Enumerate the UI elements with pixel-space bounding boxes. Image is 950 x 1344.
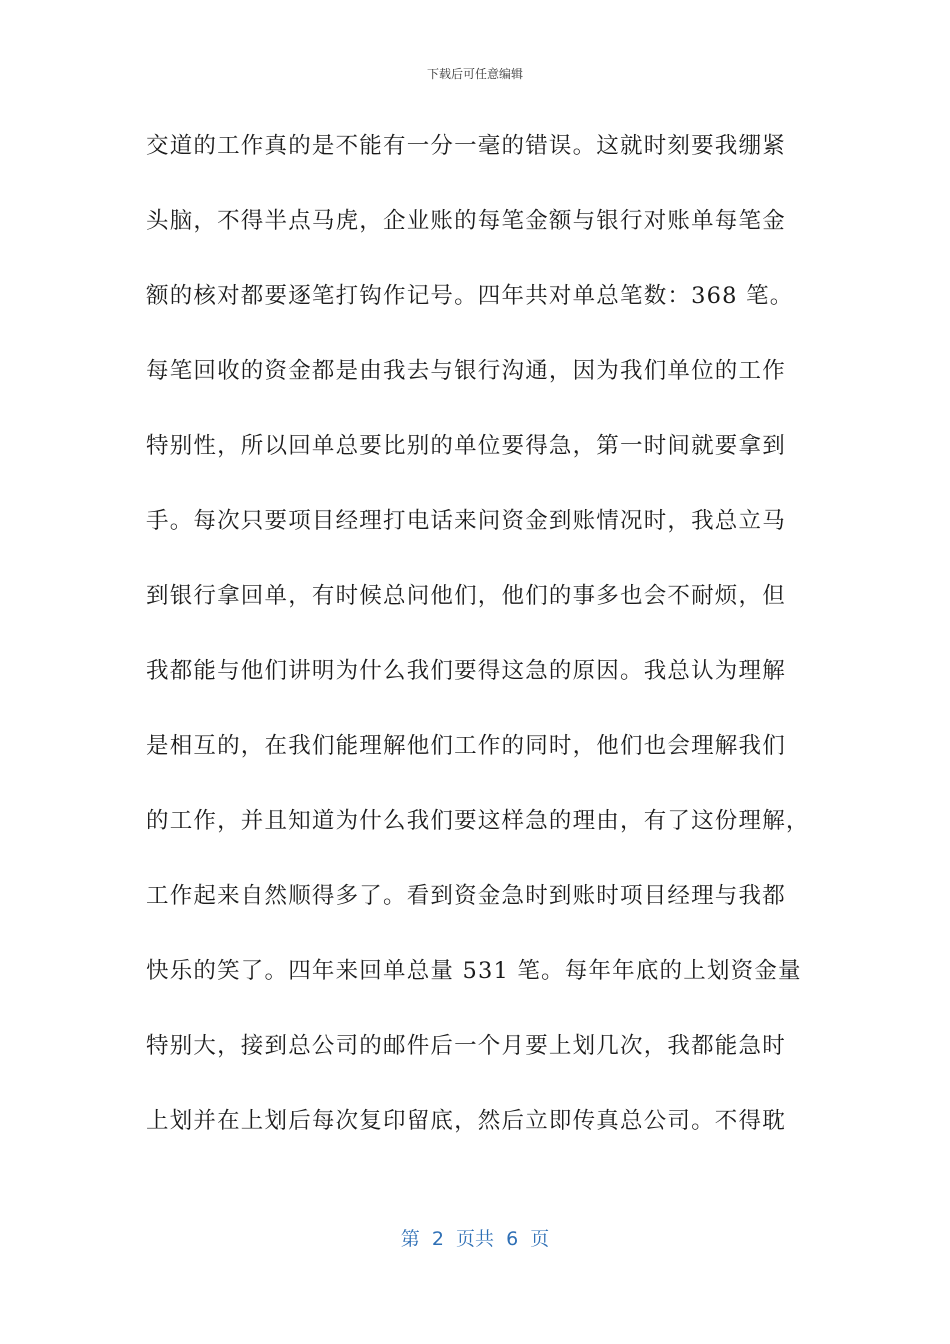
page-header-note: 下载后可任意编辑 [426,67,523,81]
text-line: 快乐的笑了。四年来回单总量 531 笔。每年年底的上划资金量 [146,958,802,984]
text-line: 是相互的，在我们能理解他们工作的同时，他们也会理解我们 [146,733,786,759]
text-line: 上划并在上划后每次复印留底，然后立即传真总公司。不得耽 [146,1108,786,1134]
text-line: 到银行拿回单，有时候总问他们，他们的事多也会不耐烦，但 [146,583,786,609]
text-line: 特别性，所以回单总要比别的单位要得急，第一时间就要拿到 [146,433,786,459]
text-line: 的工作，并且知道为什么我们要这样急的理由，有了这份理解， [146,808,810,834]
text-line: 交道的工作真的是不能有一分一毫的错误。这就时刻要我绷紧 [146,133,786,159]
text-line: 手。每次只要项目经理打电话来问资金到账情况时，我总立马 [146,508,786,534]
text-line: 额的核对都要逐笔打钩作记号。四年共对单总笔数：368 笔。 [146,283,794,309]
text-line: 工作起来自然顺得多了。看到资金急时到账时项目经理与我都 [146,883,786,909]
page-number: 第 2 页共 6 页 [400,1228,550,1250]
text-line: 特别大，接到总公司的邮件后一个月要上划几次，我都能急时 [146,1033,786,1059]
text-line: 每笔回收的资金都是由我去与银行沟通，因为我们单位的工作 [146,358,786,384]
text-line: 我都能与他们讲明为什么我们要得这急的原因。我总认为理解 [146,658,786,684]
body-text [146,122,816,1172]
text-line: 头脑，不得半点马虎，企业账的每笔金额与银行对账单每笔金 [146,208,786,234]
